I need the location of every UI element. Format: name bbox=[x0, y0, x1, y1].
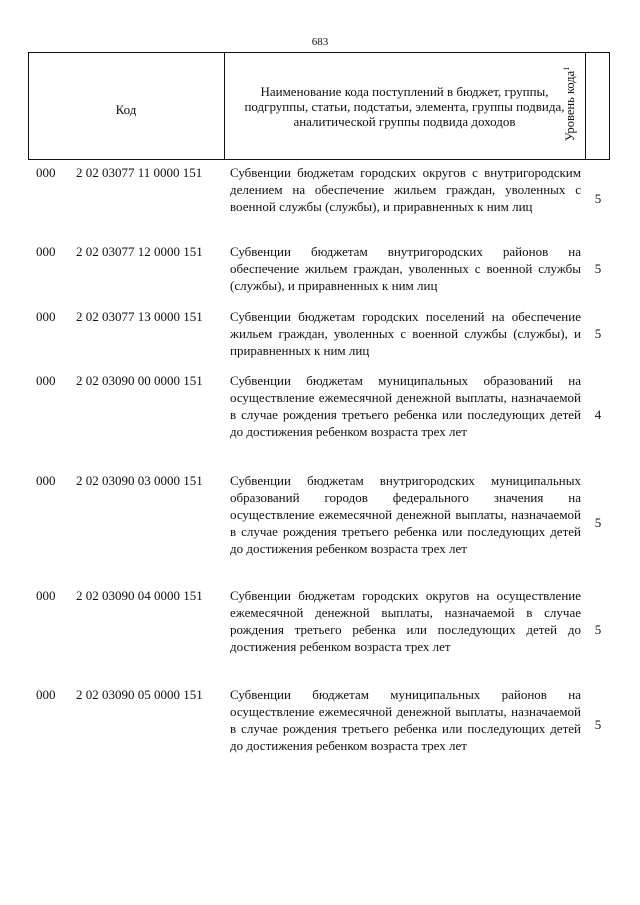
row-income-code: 2 02 03090 03 0000 151 bbox=[76, 473, 203, 488]
row-name: Субвенции бюджетам муниципальных районов на осуществление ежемесячной денежной выплаты, назначаемой в случае рождения третьего ребенка или последующих детей до достижения ребенком возраста трех лет bbox=[230, 687, 581, 753]
row-income-code: 2 02 03090 05 0000 151 bbox=[76, 687, 203, 702]
row-name: Субвенции бюджетам городских округов на осуществление ежемесячной денежной выплаты, назначаемой в случае рождения третьего ребенка или последующих детей до достижения ребенком возраста трех лет bbox=[230, 588, 581, 654]
header-level-label: Уровень кода bbox=[563, 70, 578, 142]
header-code: Код bbox=[115, 101, 137, 117]
header-border-right bbox=[609, 53, 610, 159]
row-level: 5 bbox=[594, 717, 602, 732]
row-level: 5 bbox=[594, 191, 602, 206]
row-admin-code: 000 bbox=[36, 244, 56, 259]
row-name: Субвенции бюджетам муниципальных образований на осуществление ежемесячной денежной выплаты, назначаемой в случае рождения третьего ребенка или последующих детей до достижения ребенком возраста трех лет bbox=[230, 373, 581, 439]
row-income-code: 2 02 03090 00 0000 151 bbox=[76, 373, 203, 388]
header-level bbox=[562, 54, 578, 154]
page-number: 683 bbox=[311, 36, 329, 48]
row-income-code: 2 02 03090 04 0000 151 bbox=[76, 588, 203, 603]
row-admin-code: 000 bbox=[36, 373, 56, 388]
row-name: Субвенции бюджетам городских поселений на обеспечение жильем граждан, уволенных с военной службы (службы), и приравненных к ним лиц bbox=[230, 309, 581, 358]
header-level-footnote: 1 bbox=[561, 66, 571, 71]
table-header bbox=[28, 52, 610, 160]
row-level: 5 bbox=[594, 622, 602, 637]
row-name: Субвенции бюджетам внутригородских районов на обеспечение жильем граждан, уволенных с военной службы (службы), и приравненных к ним лиц bbox=[230, 244, 581, 293]
row-income-code: 2 02 03077 12 0000 151 bbox=[76, 244, 203, 259]
header-name: Наименование кода поступлений в бюджет, группы, подгруппы, статьи, подстатьи, элемента, группы подвида, аналитической группы подвида доходов bbox=[244, 83, 565, 129]
row-level: 5 bbox=[594, 261, 602, 276]
row-level: 5 bbox=[594, 326, 602, 341]
row-level: 5 bbox=[594, 515, 602, 530]
row-admin-code: 000 bbox=[36, 165, 56, 180]
row-income-code: 2 02 03077 11 0000 151 bbox=[76, 165, 203, 180]
header-divider-name bbox=[585, 53, 586, 159]
row-name: Субвенции бюджетам городских округов с внутригородским делением на обеспечение жильем граждан, уволенных с военной службы (службы), и приравненных к ним лиц bbox=[230, 165, 581, 214]
row-level: 4 bbox=[594, 407, 602, 422]
row-admin-code: 000 bbox=[36, 309, 56, 324]
row-name: Субвенции бюджетам внутригородских муниципальных образований городов федерального значения на осуществление ежемесячной денежной выплаты, назначаемой в случае рождения третьего ребенка или последующих детей до достижения ребенком возраста трех лет bbox=[230, 473, 581, 556]
row-admin-code: 000 bbox=[36, 588, 56, 603]
row-admin-code: 000 bbox=[36, 473, 56, 488]
row-income-code: 2 02 03077 13 0000 151 bbox=[76, 309, 203, 324]
row-admin-code: 000 bbox=[36, 687, 56, 702]
